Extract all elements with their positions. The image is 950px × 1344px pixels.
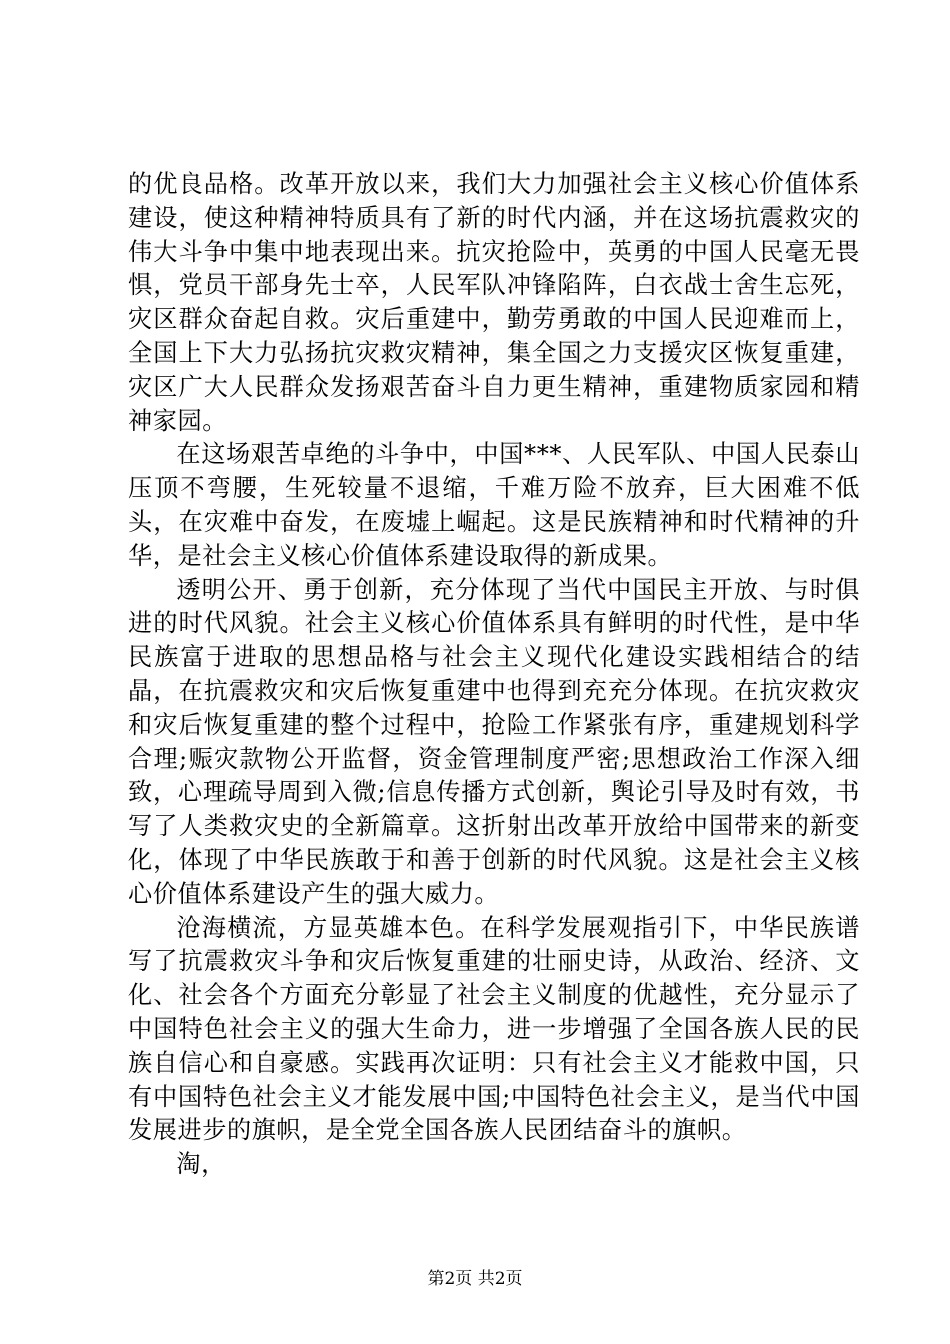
page-number-footer: 第2页 共2页 <box>427 1269 523 1289</box>
paragraph: 在这场艰苦卓绝的斗争中，中国***、人民军队、中国人民泰山压顶不弯腰，生死较量不退缩，千难万险不放弃，巨大困难不低头，在灾难中奋发，在废墟上崛起。这是民族精神和时代精神的升华，是社会主义核心价值体系建设取得的新成果。 <box>128 440 860 570</box>
paragraph-fragment: 淘， <box>176 1150 226 1179</box>
document-body <box>128 168 860 1182</box>
paragraph: 沧海横流，方显英雄本色。在科学发展观指引下，中华民族谱写了抗震救灾斗争和灾后恢复重建的壮丽史诗，从政治、经济、文化、社会各个方面充分彰显了社会主义制度的优越性，充分显示了中国特色社会主义的强大生命力，进一步增强了全国各族人民的民族自信心和自豪感。实践再次证明：只有社会主义才能救中国，只有中国特色社会主义才能发展中国;中国特色社会主义，是当代中国发展进步的旗帜，是全党全国各族人民团结奋斗的旗帜。 <box>128 913 860 1145</box>
paragraph-continued: 的优良品格。改革开放以来，我们大力加强社会主义核心价值体系建设，使这种精神特质具有了新的时代内涵，并在这场抗震救灾的伟大斗争中集中地表现出来。抗灾抢险中，英勇的中国人民毫无畏惧，党员干部身先士卒，人民军队冲锋陷阵，白衣战士舍生忘死，灾区群众奋起自救。灾后重建中，勤劳勇敢的中国人民迎难而上，全国上下大力弘扬抗灾救灾精神，集全国之力支援灾区恢复重建，灾区广大人民群众发扬艰苦奋斗自力更生精神，重建物质家园和精神家园。 <box>128 170 860 435</box>
paragraph: 透明公开、勇于创新，充分体现了当代中国民主开放、与时俱进的时代风貌。社会主义核心价值体系具有鲜明的时代性，是中华民族富于进取的思想品格与社会主义现代化建设实践相结合的结晶，在抗震救灾和灾后恢复重建中也得到充充分体现。在抗灾救灾和灾后恢复重建的整个过程中，抢险工作紧张有序，重建规划科学合理;赈灾款物公开监督，资金管理制度严密;思想政治工作深入细致，心理疏导周到入微;信息传播方式创新，舆论引导及时有效，书写了人类救灾史的全新篇章。这折射出改革开放给中国带来的新变化，体现了中华民族敢于和善于创新的时代风貌。这是社会主义核心价值体系建设产生的强大威力。 <box>128 575 860 908</box>
